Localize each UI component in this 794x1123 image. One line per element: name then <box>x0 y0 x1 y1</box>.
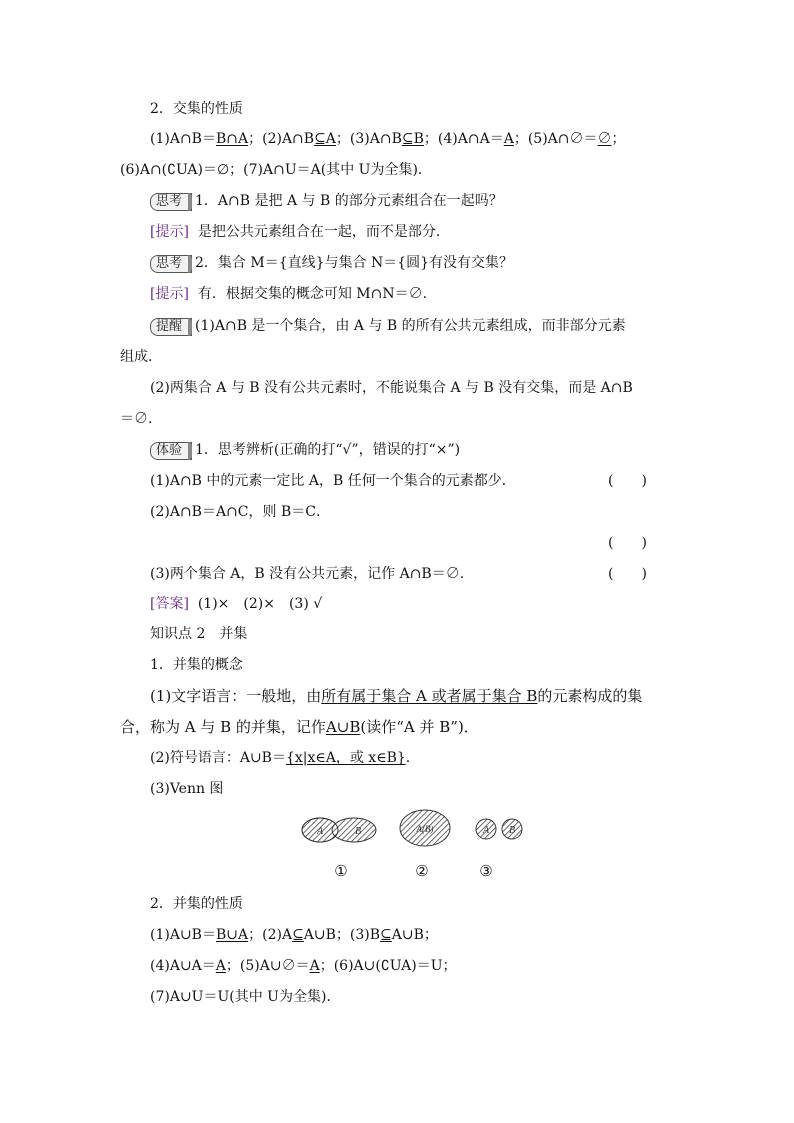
venn-1-label-b: B <box>354 826 362 837</box>
venn-number-3: ③ <box>479 862 493 880</box>
answer-parenthesis-2: ( ) <box>608 535 647 551</box>
answer-blank: ⊆ <box>292 927 304 943</box>
answer-blank: B∪A <box>215 927 249 943</box>
exercise-q2: (2)A∩B＝A∩C，则 B＝C． <box>150 504 330 520</box>
answer-parenthesis-3: ( ) <box>608 566 647 582</box>
text: (1)文字语言：一般地，由 <box>150 687 322 705</box>
union-properties-line-1 <box>150 925 438 945</box>
answer-blank: A <box>503 131 514 147</box>
union-symbol-language <box>150 748 410 768</box>
answer-blank: A∪B <box>325 718 361 736</box>
intersection-properties-line-1 <box>150 129 626 149</box>
answer-tag: [答案] <box>150 596 189 612</box>
venn-diagrams <box>296 806 536 890</box>
text: ；(4)A∩A＝ <box>423 131 504 147</box>
venn-number-2: ② <box>415 862 429 880</box>
venn-3-label-b: B <box>508 825 516 836</box>
answer-blank: {x|x∈A，或 x∈B} <box>285 750 406 766</box>
text: ； <box>611 131 626 147</box>
venn-diagram-3 <box>476 819 522 839</box>
experience-text: 1．思考辨析(正确的打“√”，错误的打“×”) <box>195 442 461 458</box>
text: ；(6)A∪(∁UA)＝U； <box>319 958 457 974</box>
reminder-text: (1)A∩B 是一个集合，由 A 与 B 的所有公共元素组成，而非部分元素 <box>195 318 626 334</box>
text: ；(5)A∩∅＝ <box>513 131 598 147</box>
hint-tag: [提示] <box>150 224 189 240</box>
reminder-line-4: ＝∅. <box>120 411 153 427</box>
intersection-properties-line-2: (6)A∩(∁UA)＝∅；(7)A∩U＝A(其中 U为全集)． <box>120 162 432 178</box>
answer-blank: A <box>309 958 320 974</box>
venn-3-label-a: A <box>482 825 490 836</box>
exercise-q1: (1)A∩B 中的元素一定比 A，B 任何一个集合的元素都少． <box>150 473 516 489</box>
answer-blank: B∩A <box>215 131 249 147</box>
hint-2 <box>150 284 427 304</box>
union-properties-line-3: (7)A∪U＝U(其中 U为全集)． <box>150 989 341 1005</box>
answer-line <box>150 594 322 614</box>
text: 合，称为 A 与 B 的并集，记作 <box>120 718 326 736</box>
venn-diagram-caption: (3)Venn 图 <box>150 781 224 797</box>
reminder-line-3: (2)两集合 A 与 B 没有公共元素时，不能说集合 A 与 B 没有交集，而是 A∩B <box>150 380 633 396</box>
answer-blank: A <box>215 958 226 974</box>
hint-tag: [提示] <box>150 286 189 302</box>
text: A∪B； <box>391 927 438 943</box>
think-tag: 思考 <box>150 255 192 273</box>
answer-blank: ∅ <box>597 131 612 147</box>
knowledge-point-2-title: 知识点 2 并集 <box>150 626 248 642</box>
answer-blank: ⊆A <box>314 131 336 147</box>
reminder-line-1 <box>150 316 626 336</box>
venn-2-label: A(B) <box>416 824 434 834</box>
text: (2)符号语言：A∪B＝ <box>150 750 286 766</box>
venn-number-1: ① <box>334 862 348 880</box>
answer-blank: ⊆ <box>380 927 392 943</box>
union-text-language-line-1 <box>150 686 642 706</box>
answer-parenthesis-1: ( ) <box>608 473 647 489</box>
answer-blank: 所有属于集合 A 或者属于集合 B <box>321 687 538 705</box>
text: (1)A∪B＝ <box>150 927 216 943</box>
question-text: 1．A∩B 是把 A 与 B 的部分元素组合在一起吗？ <box>195 193 503 209</box>
experience-title <box>150 440 460 460</box>
text: 的元素构成的集 <box>537 687 643 705</box>
text: ；(5)A∪∅＝ <box>225 958 310 974</box>
text: (1)A∩B＝ <box>150 131 216 147</box>
think-question-1 <box>150 191 503 211</box>
section-title-intersection-properties: 2．交集的性质 <box>150 101 243 117</box>
text: . <box>405 750 411 766</box>
hint-text: 有．根据交集的概念可知 M∩N＝∅. <box>197 286 428 302</box>
text: ；(3)A∩B <box>335 131 402 147</box>
reminder-line-2: 组成． <box>120 349 162 365</box>
text: ；(2)A <box>248 927 293 943</box>
union-concept-title: 1．并集的概念 <box>150 657 243 673</box>
think-question-2 <box>150 253 513 273</box>
venn-1-label-a: A <box>316 826 324 837</box>
union-text-language-line-2 <box>120 717 479 737</box>
experience-tag: 体验 <box>150 442 192 460</box>
text: (读作“A 并 B”)． <box>360 718 479 736</box>
text: ；(2)A∩B <box>248 131 315 147</box>
answer-text: (1)× (2)× (3) √ <box>197 596 323 612</box>
question-text: 2．集合 M＝{直线}与集合 N＝{圆}有没有交集？ <box>195 255 514 271</box>
reminder-tag: 提醒 <box>150 318 192 336</box>
union-properties-line-2 <box>150 956 457 976</box>
text: A∪B；(3)B <box>303 927 381 943</box>
hint-text: 是把公共元素组合在一起，而不是部分． <box>197 224 450 240</box>
text: (4)A∪A＝ <box>150 958 216 974</box>
answer-blank: ⊆B <box>401 131 424 147</box>
union-properties-title: 2．并集的性质 <box>150 896 243 912</box>
hint-1 <box>150 222 450 242</box>
think-tag: 思考 <box>150 193 192 211</box>
venn-diagram-2 <box>400 810 450 846</box>
venn-diagram-1 <box>302 818 376 842</box>
exercise-q3: (3)两个集合 A，B 没有公共元素，记作 A∩B＝∅. <box>150 566 465 582</box>
